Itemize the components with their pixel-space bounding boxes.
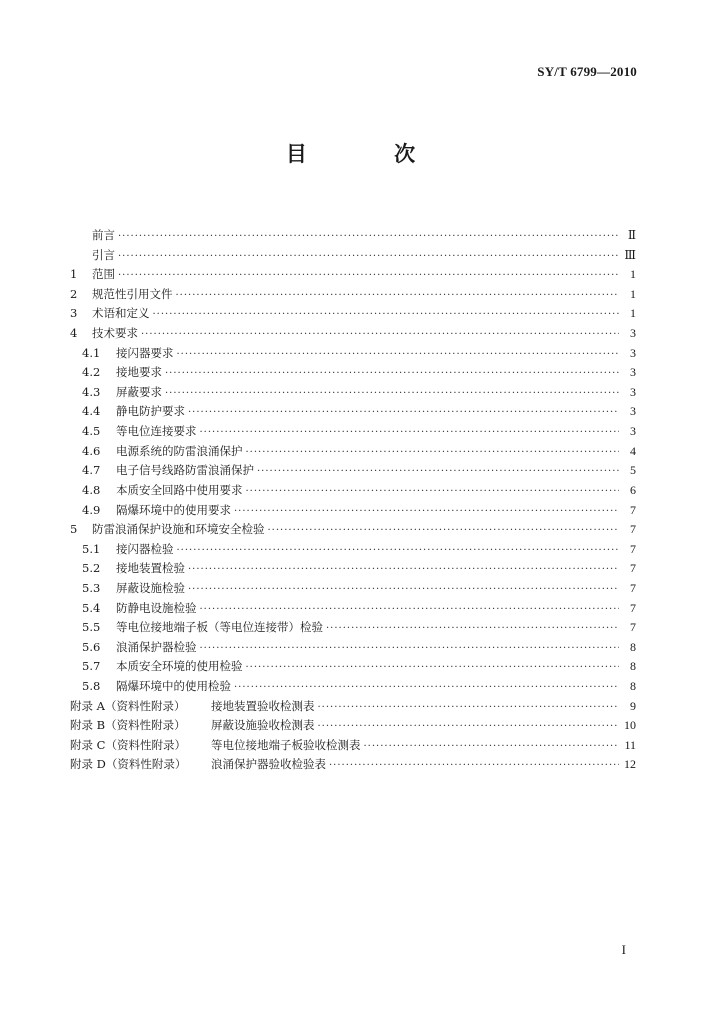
toc-entry-number: 4.4: [82, 404, 101, 419]
toc-entry-label: 浪涌保护器验收检验表: [211, 757, 326, 772]
toc-entry-page: Ⅲ: [624, 247, 636, 262]
toc-entry-page: 12: [624, 757, 636, 772]
toc-entry[interactable]: [70, 442, 636, 462]
toc-entry[interactable]: [70, 559, 636, 579]
toc-entry-number: 5.7: [82, 659, 101, 674]
toc-dot-leader: [165, 364, 619, 384]
toc-dot-leader: [188, 560, 619, 580]
toc-entry-page: 10: [624, 718, 636, 733]
toc-entry-page: 8: [630, 659, 636, 674]
toc-entry-label: 等电位连接要求: [116, 424, 197, 439]
toc-entry-page: 6: [630, 482, 636, 497]
toc-entry-number: 1: [70, 267, 78, 282]
toc-entry-page: 7: [630, 600, 636, 615]
toc-entry-label: 电源系统的防雷浪涌保护: [116, 443, 243, 458]
toc-entry-label: 屏蔽要求: [116, 384, 162, 399]
toc-entry-page: 3: [630, 404, 636, 419]
toc-entry-number: 4.2: [82, 365, 101, 380]
toc-entry-page: 7: [630, 502, 636, 517]
toc-dot-leader: [188, 403, 619, 423]
toc-entry-label: 静电防护要求: [116, 404, 185, 419]
toc-entry-label: 等电位接地端子板验收检测表: [211, 737, 361, 752]
toc-entry-label: 接地装置验收检测表: [211, 698, 315, 713]
toc-dot-leader: [200, 423, 620, 443]
toc-entry-label: 范围: [92, 267, 115, 282]
toc-entry-number: 5.6: [82, 639, 101, 654]
toc-dot-leader: [188, 580, 619, 600]
toc-entry[interactable]: [70, 520, 636, 540]
toc-entry-number: 4.9: [82, 502, 101, 517]
toc-entry-number: 5.1: [82, 541, 101, 556]
toc-dot-leader: [329, 756, 619, 776]
toc-entry-number: 4.8: [82, 482, 101, 497]
toc-entry[interactable]: [70, 285, 636, 305]
toc-entry-label: 接闪器检验: [116, 541, 174, 556]
toc-entry[interactable]: [70, 226, 636, 246]
toc-entry[interactable]: [70, 736, 636, 756]
toc-entry[interactable]: [70, 540, 636, 560]
toc-dot-leader: [246, 443, 620, 463]
toc-entry-label: 接闪器要求: [116, 345, 174, 360]
toc-entry-label: 接地装置检验: [116, 561, 185, 576]
page-title: 目 次: [285, 142, 456, 166]
toc-entry-page: 4: [630, 443, 636, 458]
toc-entry-label: 隔爆环境中的使用检验: [116, 679, 231, 694]
toc-entry-label: 前言: [92, 228, 115, 242]
toc-entry-page: 3: [630, 345, 636, 360]
toc-entry-number: 4.1: [82, 345, 101, 360]
toc-entry-page: 3: [630, 326, 636, 341]
toc-entry-label: 等电位接地端子板（等电位连接带）检验: [116, 620, 323, 635]
toc-dot-leader: [118, 227, 619, 247]
toc-dot-leader: [318, 698, 620, 718]
toc-dot-leader: [234, 678, 619, 698]
toc-entry-number: 4.5: [82, 424, 101, 439]
toc-dot-leader: [326, 619, 619, 639]
toc-dot-leader: [177, 345, 620, 365]
toc-entry-number: 附录 C（资料性附录）: [70, 737, 186, 752]
toc-entry-label: 本质安全回路中使用要求: [116, 482, 243, 497]
toc-entry-page: 7: [630, 541, 636, 556]
toc-entry-label: 电子信号线路防雷浪涌保护: [116, 463, 254, 478]
standard-code: SY/T 6799—2010: [537, 64, 637, 79]
toc-entry[interactable]: [70, 755, 636, 775]
toc-entry[interactable]: [70, 344, 636, 364]
toc-entry-label: 引言: [92, 247, 115, 262]
toc-entry-number: 5: [70, 522, 78, 537]
toc-entry-number: 4.3: [82, 384, 101, 399]
toc-entry[interactable]: [70, 265, 636, 285]
toc-entry-number: 4: [70, 326, 78, 341]
toc-entry-page: 8: [630, 639, 636, 654]
toc-entry-label: 屏蔽设施验收检测表: [211, 718, 315, 733]
toc-entry[interactable]: [70, 579, 636, 599]
toc-entry-number: 附录 B（资料性附录）: [70, 718, 186, 733]
toc-entry[interactable]: [70, 501, 636, 521]
toc-entry[interactable]: [70, 618, 636, 638]
toc-entry-number: 3: [70, 306, 78, 321]
toc-entry-page: 1: [630, 267, 636, 282]
toc-dot-leader: [318, 717, 620, 737]
toc-entry-label: 术语和定义: [92, 306, 150, 321]
toc-entry[interactable]: [70, 638, 636, 658]
toc-entry[interactable]: [70, 422, 636, 442]
toc-entry[interactable]: [70, 677, 636, 697]
toc-entry-page: Ⅱ: [627, 228, 636, 242]
toc-entry-number: 5.3: [82, 580, 101, 595]
toc-entry-number: 5.5: [82, 620, 101, 635]
toc-entry[interactable]: [70, 599, 636, 619]
toc-entry-label: 接地要求: [116, 365, 162, 380]
toc-entry-page: 1: [630, 286, 636, 301]
toc-dot-leader: [234, 502, 619, 522]
toc-entry-page: 7: [630, 522, 636, 537]
toc-entry-page: 1: [630, 306, 636, 321]
toc-entry[interactable]: [70, 246, 636, 266]
page-number: I: [621, 942, 626, 957]
toc-dot-leader: [246, 482, 620, 502]
toc-entry-page: 3: [630, 365, 636, 380]
table-of-contents: [70, 226, 636, 775]
toc-entry-number: 附录 D（资料性附录）: [70, 757, 187, 772]
toc-entry[interactable]: [70, 481, 636, 501]
toc-dot-leader: [200, 600, 620, 620]
toc-entry-label: 屏蔽设施检验: [116, 580, 185, 595]
toc-entry-number: 5.2: [82, 561, 101, 576]
toc-dot-leader: [165, 384, 619, 404]
toc-dot-leader: [364, 737, 620, 757]
toc-entry-number: 5.4: [82, 600, 101, 615]
toc-entry-number: 4.6: [82, 443, 101, 458]
toc-entry-label: 隔爆环境中的使用要求: [116, 502, 231, 517]
toc-entry-page: 5: [630, 463, 636, 478]
toc-dot-leader: [118, 266, 619, 286]
toc-entry-page: 7: [630, 580, 636, 595]
toc-entry-page: 7: [630, 620, 636, 635]
toc-entry-number: 附录 A（资料性附录）: [70, 698, 186, 713]
toc-entry-number: 5.8: [82, 679, 101, 694]
toc-entry[interactable]: [70, 716, 636, 736]
toc-dot-leader: [268, 521, 620, 541]
toc-entry[interactable]: [70, 383, 636, 403]
toc-entry-label: 防静电设施检验: [116, 600, 197, 615]
toc-entry-label: 技术要求: [92, 326, 138, 341]
toc-entry-page: 3: [630, 424, 636, 439]
toc-entry[interactable]: [70, 697, 636, 717]
toc-entry-number: 4.7: [82, 463, 101, 478]
toc-entry[interactable]: [70, 304, 636, 324]
toc-entry-page: 3: [630, 384, 636, 399]
toc-entry-label: 浪涌保护器检验: [116, 639, 197, 654]
toc-entry[interactable]: [70, 363, 636, 383]
toc-entry-label: 防雷浪涌保护设施和环境安全检验: [92, 522, 265, 537]
toc-entry-label: 规范性引用文件: [92, 286, 173, 301]
toc-dot-leader: [257, 462, 619, 482]
toc-dot-leader: [153, 305, 620, 325]
toc-entry[interactable]: [70, 657, 636, 677]
toc-entry-page: 11: [624, 737, 636, 752]
toc-entry-page: 8: [630, 679, 636, 694]
toc-entry[interactable]: [70, 402, 636, 422]
toc-dot-leader: [200, 639, 620, 659]
toc-dot-leader: [177, 541, 620, 561]
toc-dot-leader: [118, 247, 619, 267]
toc-entry-label: 本质安全环境的使用检验: [116, 659, 243, 674]
toc-entry-page: 7: [630, 561, 636, 576]
toc-entry-page: 9: [630, 698, 636, 713]
toc-dot-leader: [176, 286, 620, 306]
toc-entry[interactable]: [70, 324, 636, 344]
toc-entry[interactable]: [70, 461, 636, 481]
toc-entry-number: 2: [70, 286, 78, 301]
toc-dot-leader: [141, 325, 619, 345]
toc-dot-leader: [246, 658, 620, 678]
